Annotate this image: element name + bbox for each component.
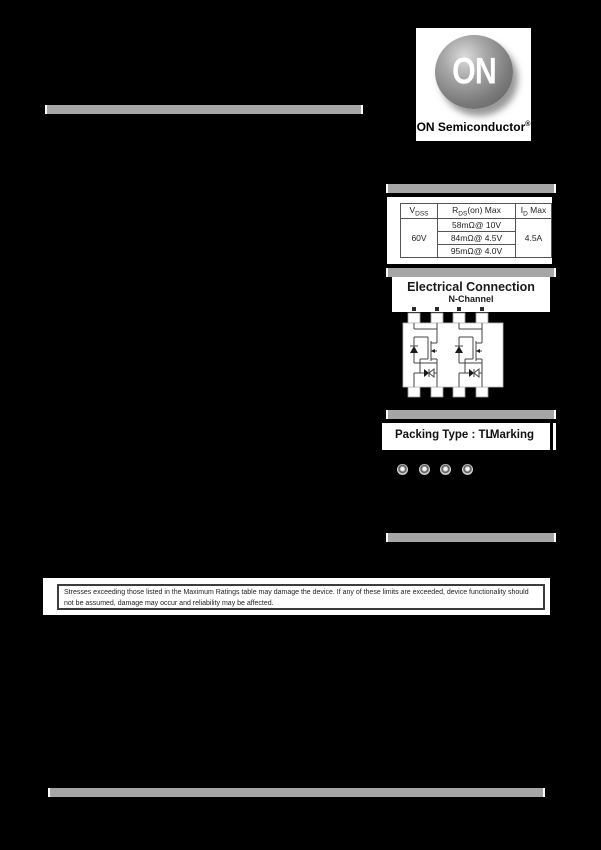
channel-type-label: N-Channel (448, 294, 494, 304)
on-logo-sphere-icon (435, 35, 513, 109)
package-body (403, 323, 503, 387)
table-row (401, 219, 552, 232)
section-bar-right-bottom (386, 533, 556, 542)
brand-name-text: ON Semiconductor (416, 120, 526, 134)
section-bar-packing (386, 410, 556, 419)
marking-dot-icon (419, 464, 430, 475)
col-header-rdson: $R_{DS}(on)$ Max (438, 204, 516, 219)
section-bar-top-left (45, 105, 363, 114)
marking-dot-icon (440, 464, 451, 475)
rdson-value-cell: 58mΩ@ 10V (438, 219, 516, 232)
brand-name (416, 120, 531, 134)
vdss-subscript: DSS (415, 210, 429, 218)
ratings-table-panel (387, 197, 552, 264)
registered-mark: ® (525, 121, 531, 128)
on-logo-text: ON (452, 49, 496, 92)
panel-edge-tick (553, 423, 556, 450)
pin-number-marks (412, 307, 484, 311)
electrical-connection-title: Electrical Connection (407, 280, 535, 294)
section-bar-electrical (386, 268, 556, 277)
col-header-vdss: $V_{DSS}$ (401, 204, 438, 219)
section-bar-page-bottom (48, 788, 545, 797)
on-semiconductor-logo (416, 28, 531, 141)
marking-dot-icon (397, 464, 408, 475)
vdss-value-cell: 60V (401, 219, 438, 258)
rds-subscript: DS (458, 210, 468, 218)
rdson-value-cell: 95mΩ@ 4.0V (438, 245, 516, 258)
mosfet-schematic-diagram (393, 303, 515, 399)
marking-dot-icon (462, 464, 473, 475)
section-bar-ratings (386, 184, 556, 193)
stress-note-panel (43, 578, 550, 615)
idmax-value-cell: 4.5A (515, 219, 551, 258)
rdson-value-cell: 84mΩ@ 4.5V (438, 232, 516, 245)
packing-type-label: Packing Type : TL (395, 429, 493, 441)
col-header-idmax: $I_D$ Max (515, 204, 551, 219)
ratings-table (400, 203, 552, 258)
table-header-row (401, 204, 552, 219)
stress-note-text: Stresses exceeding those listed in the Maximum Ratings table may damage the device. If any of these limits are exceeded, device functionality should not be assumed, damage may occur and reliability may be affected. (57, 584, 545, 610)
marking-label: Marking (489, 429, 534, 441)
id-subscript: D (523, 210, 528, 218)
packing-marking-panel (382, 423, 550, 450)
